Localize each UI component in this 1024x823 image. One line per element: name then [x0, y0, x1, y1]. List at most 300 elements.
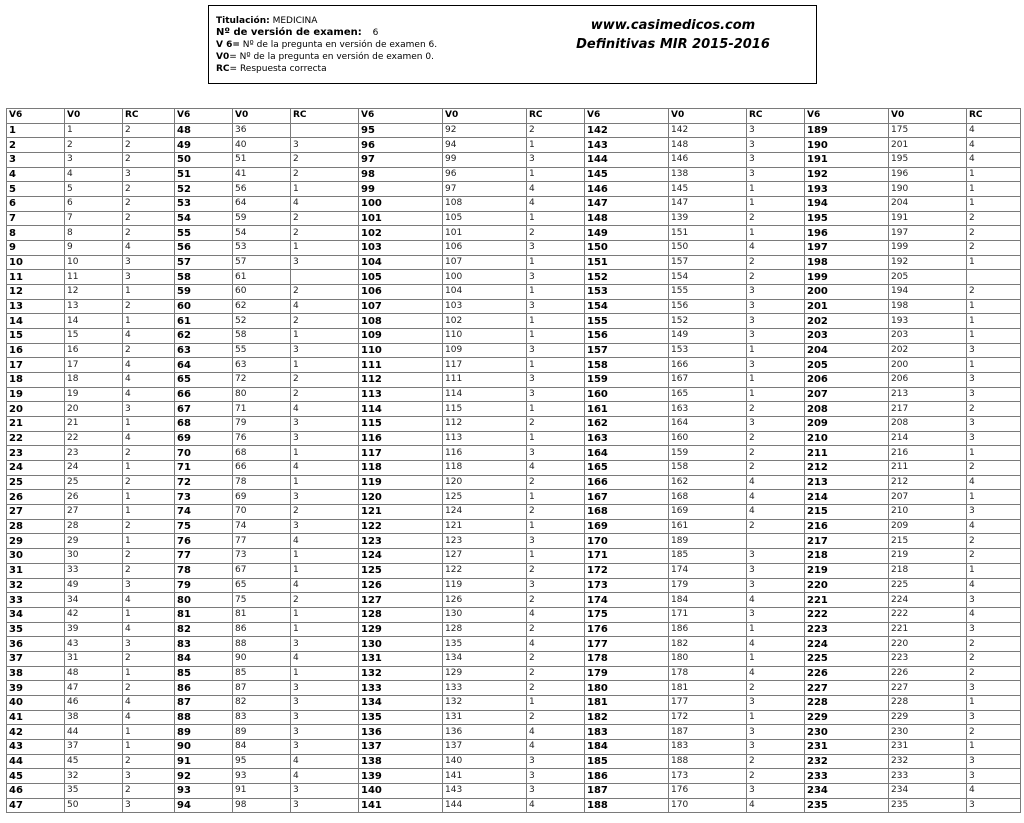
table-row	[7, 153, 1021, 168]
table-row	[7, 138, 1021, 153]
cell-rc: 1	[527, 490, 585, 505]
cell-v6: 125	[359, 563, 443, 578]
cell-rc: 3	[747, 783, 805, 798]
cell-v0: 108	[443, 197, 527, 212]
cell-v6: 98	[359, 167, 443, 182]
cell-v0: 165	[669, 387, 747, 402]
cell-v6: 198	[805, 255, 889, 270]
table-row	[7, 446, 1021, 461]
cell-v0: 166	[669, 358, 747, 373]
cell-v6: 97	[359, 153, 443, 168]
cell-v0: 193	[889, 314, 967, 329]
table-row	[7, 270, 1021, 285]
cell-v6: 133	[359, 681, 443, 696]
cell-v0: 174	[669, 563, 747, 578]
cell-v6: 218	[805, 549, 889, 564]
cell-v0: 51	[233, 153, 291, 168]
cell-rc: 4	[123, 329, 175, 344]
cell-v0: 42	[65, 607, 123, 622]
cell-v6: 195	[805, 211, 889, 226]
cell-rc: 2	[123, 681, 175, 696]
cell-v6: 54	[175, 211, 233, 226]
cell-v0: 21	[65, 417, 123, 432]
cell-v0: 230	[889, 725, 967, 740]
table-row	[7, 241, 1021, 256]
cell-v6: 232	[805, 754, 889, 769]
cell-v0: 140	[443, 754, 527, 769]
cell-v0: 187	[669, 725, 747, 740]
table-row	[7, 519, 1021, 534]
cell-v0: 162	[669, 475, 747, 490]
column-header-rc: RC	[747, 109, 805, 124]
cell-v0: 102	[443, 314, 527, 329]
cell-rc: 3	[747, 299, 805, 314]
cell-v0: 109	[443, 343, 527, 358]
cell-v6: 60	[175, 299, 233, 314]
cell-v0: 88	[233, 637, 291, 652]
table-row	[7, 197, 1021, 212]
cell-v0: 147	[669, 197, 747, 212]
cell-rc: 3	[527, 153, 585, 168]
cell-v0: 222	[889, 607, 967, 622]
cell-v6: 185	[585, 754, 669, 769]
cell-v0: 200	[889, 358, 967, 373]
table-row	[7, 461, 1021, 476]
cell-v0: 124	[443, 505, 527, 520]
cell-rc: 3	[291, 519, 359, 534]
cell-v0: 144	[443, 798, 527, 813]
cell-v6: 229	[805, 710, 889, 725]
cell-rc: 3	[967, 798, 1021, 813]
cell-v0: 218	[889, 563, 967, 578]
cell-rc: 2	[967, 226, 1021, 241]
table-row	[7, 211, 1021, 226]
cell-v0: 223	[889, 651, 967, 666]
cell-v6: 91	[175, 754, 233, 769]
cell-v0: 153	[669, 343, 747, 358]
cell-rc: 1	[527, 314, 585, 329]
cell-v0: 123	[443, 534, 527, 549]
cell-v6: 183	[585, 725, 669, 740]
cell-v0: 235	[889, 798, 967, 813]
cell-v0: 192	[889, 255, 967, 270]
cell-v0: 75	[233, 593, 291, 608]
cell-v6: 37	[7, 651, 65, 666]
cell-rc: 3	[747, 167, 805, 182]
cell-rc: 1	[967, 255, 1021, 270]
cell-rc: 4	[123, 593, 175, 608]
titulacion-value: MEDICINA	[272, 16, 318, 26]
cell-v6: 209	[805, 417, 889, 432]
cell-rc: 3	[291, 417, 359, 432]
cell-rc: 1	[123, 490, 175, 505]
table-row	[7, 607, 1021, 622]
cell-v6: 172	[585, 563, 669, 578]
cell-rc: 1	[747, 182, 805, 197]
cell-v6: 68	[175, 417, 233, 432]
table-row	[7, 490, 1021, 505]
cell-v6: 93	[175, 783, 233, 798]
cell-rc: 2	[291, 211, 359, 226]
cell-rc: 2	[527, 505, 585, 520]
cell-v0: 26	[65, 490, 123, 505]
cell-v6: 206	[805, 373, 889, 388]
cell-v6: 124	[359, 549, 443, 564]
cell-v6: 156	[585, 329, 669, 344]
cell-rc: 2	[967, 725, 1021, 740]
cell-v6: 43	[7, 739, 65, 754]
cell-v0: 115	[443, 402, 527, 417]
cell-v6: 86	[175, 681, 233, 696]
cell-v0: 39	[65, 622, 123, 637]
cell-v0: 178	[669, 666, 747, 681]
cell-v0: 216	[889, 446, 967, 461]
cell-v0: 121	[443, 519, 527, 534]
cell-v6: 170	[585, 534, 669, 549]
cell-v0: 161	[669, 519, 747, 534]
cell-v6: 210	[805, 431, 889, 446]
cell-v0: 78	[233, 475, 291, 490]
cell-rc: 4	[291, 769, 359, 784]
cell-rc: 3	[123, 798, 175, 813]
document-subtitle: Definitivas MIR 2015-2016	[576, 37, 770, 52]
cell-v6: 109	[359, 329, 443, 344]
cell-v6: 5	[7, 182, 65, 197]
cell-v6: 211	[805, 446, 889, 461]
cell-rc: 2	[747, 431, 805, 446]
cell-v6: 23	[7, 446, 65, 461]
cell-v0: 226	[889, 666, 967, 681]
cell-v0: 16	[65, 343, 123, 358]
cell-v0: 112	[443, 417, 527, 432]
cell-v6: 173	[585, 578, 669, 593]
cell-rc: 3	[747, 695, 805, 710]
cell-v6: 87	[175, 695, 233, 710]
cell-v6: 140	[359, 783, 443, 798]
cell-v0: 14	[65, 314, 123, 329]
cell-v0: 56	[233, 182, 291, 197]
cell-v6: 160	[585, 387, 669, 402]
cell-rc: 3	[747, 578, 805, 593]
cell-rc: 3	[291, 637, 359, 652]
cell-v6: 178	[585, 651, 669, 666]
cell-v6: 58	[175, 270, 233, 285]
cell-v0: 62	[233, 299, 291, 314]
cell-rc: 1	[123, 461, 175, 476]
cell-rc: 2	[527, 593, 585, 608]
cell-v0: 203	[889, 329, 967, 344]
cell-v0: 64	[233, 197, 291, 212]
cell-rc: 1	[527, 211, 585, 226]
cell-v6: 112	[359, 373, 443, 388]
cell-v6: 113	[359, 387, 443, 402]
cell-rc: 3	[747, 314, 805, 329]
cell-v0: 94	[443, 138, 527, 153]
cell-rc: 2	[527, 666, 585, 681]
table-row	[7, 563, 1021, 578]
cell-v6: 151	[585, 255, 669, 270]
cell-v0: 89	[233, 725, 291, 740]
cell-v0: 11	[65, 270, 123, 285]
cell-v6: 28	[7, 519, 65, 534]
cell-v6: 78	[175, 563, 233, 578]
cell-v0: 129	[443, 666, 527, 681]
cell-rc: 3	[291, 739, 359, 754]
cell-v0: 205	[889, 270, 967, 285]
cell-v0: 70	[233, 505, 291, 520]
cell-rc: 1	[291, 666, 359, 681]
cell-v6: 184	[585, 739, 669, 754]
cell-rc: 4	[747, 490, 805, 505]
cell-v6: 38	[7, 666, 65, 681]
cell-rc: 3	[527, 241, 585, 256]
cell-rc: 4	[123, 358, 175, 373]
cell-v6: 90	[175, 739, 233, 754]
cell-v0: 137	[443, 739, 527, 754]
cell-rc: 2	[123, 754, 175, 769]
cell-v6: 219	[805, 563, 889, 578]
column-header-v0: V0	[233, 109, 291, 124]
cell-v6: 123	[359, 534, 443, 549]
cell-v6: 121	[359, 505, 443, 520]
cell-v6: 134	[359, 695, 443, 710]
cell-v0: 2	[65, 138, 123, 153]
cell-rc: 2	[747, 255, 805, 270]
cell-v6: 45	[7, 769, 65, 784]
cell-v0: 8	[65, 226, 123, 241]
cell-rc: 1	[123, 417, 175, 432]
cell-v6: 106	[359, 285, 443, 300]
column-header-v6: V6	[585, 109, 669, 124]
cell-v6: 188	[585, 798, 669, 813]
cell-rc: 4	[123, 241, 175, 256]
cell-rc: 3	[747, 358, 805, 373]
cell-rc: 1	[747, 387, 805, 402]
cell-rc: 3	[291, 490, 359, 505]
cell-rc: 1	[747, 622, 805, 637]
cell-v6: 148	[585, 211, 669, 226]
cell-v0: 188	[669, 754, 747, 769]
cell-v0: 176	[669, 783, 747, 798]
cell-v0: 156	[669, 299, 747, 314]
cell-rc: 1	[123, 739, 175, 754]
cell-rc: 3	[123, 769, 175, 784]
cell-v6: 6	[7, 197, 65, 212]
cell-rc: 3	[747, 153, 805, 168]
cell-v6: 168	[585, 505, 669, 520]
cell-v0: 10	[65, 255, 123, 270]
cell-v0: 13	[65, 299, 123, 314]
cell-rc: 1	[527, 519, 585, 534]
cell-v6: 137	[359, 739, 443, 754]
cell-v0: 175	[889, 123, 967, 138]
v6-label: V 6=	[216, 40, 240, 50]
cell-v0: 152	[669, 314, 747, 329]
cell-v6: 215	[805, 505, 889, 520]
cell-rc: 1	[527, 431, 585, 446]
cell-v6: 47	[7, 798, 65, 813]
cell-v0: 120	[443, 475, 527, 490]
cell-v6: 3	[7, 153, 65, 168]
cell-v0: 202	[889, 343, 967, 358]
cell-rc: 3	[123, 402, 175, 417]
cell-v0: 231	[889, 739, 967, 754]
cell-v6: 62	[175, 329, 233, 344]
cell-rc: 2	[291, 593, 359, 608]
table-row	[7, 739, 1021, 754]
cell-rc: 2	[967, 666, 1021, 681]
table-row	[7, 402, 1021, 417]
cell-rc: 2	[123, 343, 175, 358]
cell-v0: 158	[669, 461, 747, 476]
cell-v6: 221	[805, 593, 889, 608]
cell-v0: 185	[669, 549, 747, 564]
cell-rc: 2	[123, 475, 175, 490]
cell-v6: 213	[805, 475, 889, 490]
cell-rc: 3	[747, 725, 805, 740]
cell-rc: 3	[747, 739, 805, 754]
cell-rc: 4	[123, 387, 175, 402]
cell-v0: 82	[233, 695, 291, 710]
cell-v6: 88	[175, 710, 233, 725]
cell-rc: 3	[123, 578, 175, 593]
cell-v0: 95	[233, 754, 291, 769]
table-row	[7, 299, 1021, 314]
cell-v6: 203	[805, 329, 889, 344]
cell-rc: 3	[967, 769, 1021, 784]
table-row	[7, 314, 1021, 329]
cell-v6: 72	[175, 475, 233, 490]
cell-v0: 207	[889, 490, 967, 505]
cell-rc: 2	[747, 402, 805, 417]
column-header-v0: V0	[669, 109, 747, 124]
cell-v6: 35	[7, 622, 65, 637]
cell-v6: 44	[7, 754, 65, 769]
cell-v6: 212	[805, 461, 889, 476]
cell-rc: 4	[123, 373, 175, 388]
cell-v6: 162	[585, 417, 669, 432]
cell-rc: 4	[967, 138, 1021, 153]
cell-rc: 3	[123, 255, 175, 270]
cell-v0: 61	[233, 270, 291, 285]
cell-rc: 4	[747, 666, 805, 681]
cell-rc: 4	[967, 153, 1021, 168]
cell-v6: 139	[359, 769, 443, 784]
cell-rc: 2	[123, 153, 175, 168]
cell-v0: 58	[233, 329, 291, 344]
cell-v6: 120	[359, 490, 443, 505]
cell-v6: 82	[175, 622, 233, 637]
cell-v6: 29	[7, 534, 65, 549]
cell-rc: 1	[747, 710, 805, 725]
cell-v6: 53	[175, 197, 233, 212]
cell-v6: 71	[175, 461, 233, 476]
cell-v6: 95	[359, 123, 443, 138]
cell-v0: 92	[443, 123, 527, 138]
cell-rc: 3	[527, 446, 585, 461]
table-row	[7, 783, 1021, 798]
cell-v0: 36	[233, 123, 291, 138]
cell-v6: 41	[7, 710, 65, 725]
column-header-rc: RC	[123, 109, 175, 124]
cell-v6: 144	[585, 153, 669, 168]
cell-rc: 2	[123, 651, 175, 666]
cell-v6: 181	[585, 695, 669, 710]
cell-v0: 217	[889, 402, 967, 417]
cell-rc: 3	[291, 681, 359, 696]
cell-rc: 1	[123, 725, 175, 740]
cell-v0: 46	[65, 695, 123, 710]
cell-rc: 1	[123, 666, 175, 681]
cell-v0: 114	[443, 387, 527, 402]
cell-v0: 234	[889, 783, 967, 798]
cell-v6: 10	[7, 255, 65, 270]
cell-v0: 150	[669, 241, 747, 256]
cell-v6: 15	[7, 329, 65, 344]
cell-v0: 167	[669, 373, 747, 388]
table-row	[7, 255, 1021, 270]
cell-v6: 12	[7, 285, 65, 300]
cell-v6: 146	[585, 182, 669, 197]
cell-rc: 3	[747, 549, 805, 564]
cell-rc: 3	[291, 431, 359, 446]
cell-v0: 50	[65, 798, 123, 813]
cell-v6: 4	[7, 167, 65, 182]
cell-v0: 195	[889, 153, 967, 168]
site-url: www.casimedicos.com	[590, 18, 756, 33]
cell-rc: 4	[747, 241, 805, 256]
table-row	[7, 182, 1021, 197]
cell-rc: 3	[967, 387, 1021, 402]
cell-v0: 122	[443, 563, 527, 578]
cell-rc: 3	[527, 387, 585, 402]
cell-v6: 7	[7, 211, 65, 226]
cell-v6: 204	[805, 343, 889, 358]
cell-v0: 22	[65, 431, 123, 446]
table-row	[7, 622, 1021, 637]
cell-v0: 105	[443, 211, 527, 226]
cell-rc: 3	[747, 607, 805, 622]
cell-v0: 101	[443, 226, 527, 241]
table-body	[7, 123, 1021, 813]
cell-v6: 214	[805, 490, 889, 505]
cell-rc: 4	[123, 622, 175, 637]
cell-v0: 91	[233, 783, 291, 798]
cell-v0: 213	[889, 387, 967, 402]
cell-v0: 181	[669, 681, 747, 696]
cell-v0: 149	[669, 329, 747, 344]
cell-rc: 1	[291, 446, 359, 461]
cell-v0: 53	[233, 241, 291, 256]
cell-rc: 3	[527, 534, 585, 549]
cell-rc: 1	[527, 167, 585, 182]
cell-rc: 2	[123, 783, 175, 798]
cell-v0: 41	[233, 167, 291, 182]
cell-v0: 27	[65, 505, 123, 520]
cell-v0: 111	[443, 373, 527, 388]
cell-rc: 4	[527, 739, 585, 754]
cell-rc: 2	[967, 211, 1021, 226]
cell-v0: 59	[233, 211, 291, 226]
cell-rc: 3	[967, 505, 1021, 520]
cell-rc: 2	[747, 446, 805, 461]
cell-rc: 4	[967, 123, 1021, 138]
cell-v6: 59	[175, 285, 233, 300]
cell-v6: 136	[359, 725, 443, 740]
cell-v0: 48	[65, 666, 123, 681]
cell-v0: 172	[669, 710, 747, 725]
cell-rc: 4	[291, 197, 359, 212]
